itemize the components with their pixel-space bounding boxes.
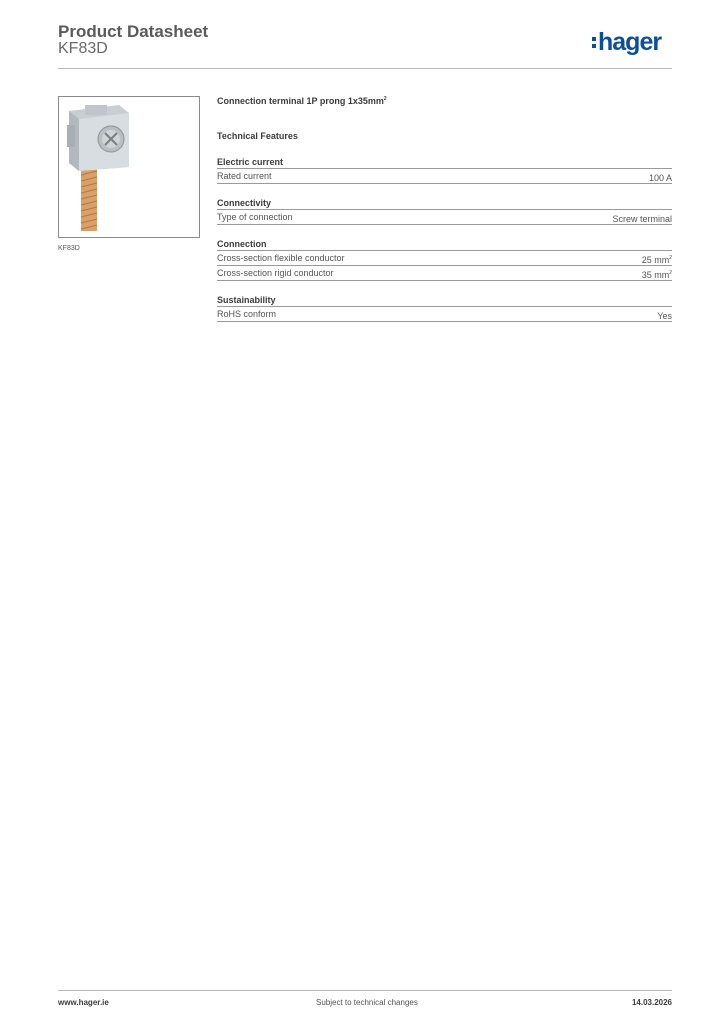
spec-label: Cross-section flexible conductor [217, 253, 345, 263]
product-title-sup: 2 [383, 96, 387, 102]
section-sustainability [217, 281, 672, 322]
spec-value-text: Screw terminal [612, 214, 672, 224]
technical-features-heading: Technical Features [217, 131, 298, 141]
spec-value-text: Yes [657, 311, 672, 321]
spec-label: Type of connection [217, 212, 293, 222]
spec-label: Rated current [217, 171, 272, 181]
section-heading: Connection [217, 225, 672, 251]
spec-value [642, 267, 672, 280]
spec-value-sup: 2 [669, 255, 672, 261]
footer [58, 998, 672, 1007]
logo-text: hager [598, 28, 662, 56]
spec-row [217, 169, 672, 184]
spec-row [217, 266, 672, 281]
page-title: Product Datasheet [58, 22, 209, 41]
spec-row [217, 210, 672, 225]
section-electric-current [217, 143, 672, 184]
product-code: KF83D [58, 40, 108, 57]
spec-row [217, 251, 672, 266]
product-title-text: Connection terminal 1P prong 1x35mm [217, 96, 384, 106]
product-image [58, 96, 200, 238]
section-connection [217, 225, 672, 281]
logo-dots-icon [592, 37, 596, 48]
hager-logo [592, 29, 661, 55]
section-connectivity [217, 184, 672, 225]
footer-notice: Subject to technical changes [316, 998, 418, 1007]
spec-value [649, 170, 672, 183]
section-heading: Sustainability [217, 281, 672, 307]
product-title [217, 96, 672, 108]
header-divider [58, 68, 672, 69]
website-link[interactable]: www.hager.ie [58, 998, 109, 1007]
spec-value-text: 35 mm [641, 270, 670, 280]
footer-divider [58, 990, 672, 991]
spec-value [657, 308, 672, 321]
terminal-illustration-icon [59, 97, 199, 237]
spec-value-text: 25 mm [641, 255, 670, 265]
spec-value [612, 211, 672, 224]
spec-row [217, 307, 672, 322]
spec-label: Cross-section rigid conductor [217, 268, 334, 278]
spec-label: RoHS conform [217, 309, 277, 319]
section-heading: Electric current [217, 143, 672, 169]
section-heading: Connectivity [217, 184, 672, 210]
spec-value-text: 100 A [648, 173, 672, 183]
product-details [217, 96, 672, 322]
spec-value-sup: 2 [669, 270, 672, 276]
footer-date: 14.03.2026 [631, 998, 672, 1007]
image-caption: KF83D [58, 245, 80, 252]
spec-value [642, 252, 672, 265]
